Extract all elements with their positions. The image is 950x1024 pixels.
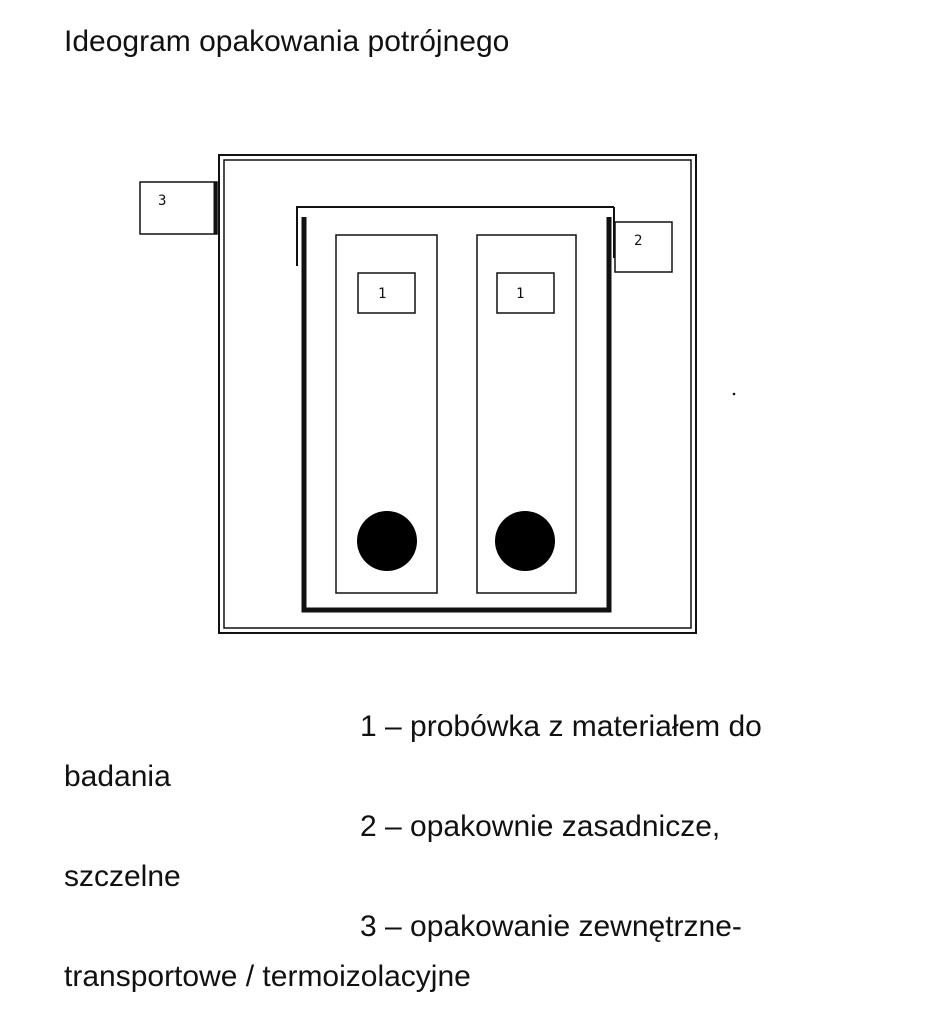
stray-dot bbox=[733, 393, 736, 396]
page-title: Ideogram opakowania potrójnego bbox=[64, 25, 510, 58]
legend-item-3-line-1: 3 – opakowanie zewnętrzne- bbox=[360, 910, 742, 943]
legend-item-1 bbox=[64, 702, 884, 752]
test-tube-left-label: 1 bbox=[378, 286, 387, 302]
legend-item-1-cont: badania bbox=[64, 760, 171, 793]
legend-item-1-line-1: 1 – probówka z materiałem do bbox=[360, 710, 762, 743]
primary-packaging-label: 2 bbox=[634, 233, 643, 249]
legend-item-2-cont: szczelne bbox=[64, 860, 181, 893]
primary-packaging-callout bbox=[615, 222, 672, 272]
test-tube-left bbox=[336, 235, 437, 593]
legend-item-3 bbox=[64, 902, 884, 952]
outer-packaging-callout bbox=[140, 182, 217, 234]
legend bbox=[64, 702, 884, 1002]
sample-left bbox=[357, 511, 417, 571]
legend-item-2 bbox=[64, 802, 884, 852]
sample-right bbox=[495, 511, 555, 571]
legend-item-3-cont: transportowe / termoizolacyjne bbox=[64, 960, 471, 993]
test-tube-right bbox=[477, 235, 576, 593]
test-tube-right-label: 1 bbox=[516, 286, 525, 302]
outer-packaging-label: 3 bbox=[158, 193, 167, 209]
legend-item-2-line-1: 2 – opakownie zasadnicze, bbox=[360, 810, 721, 843]
